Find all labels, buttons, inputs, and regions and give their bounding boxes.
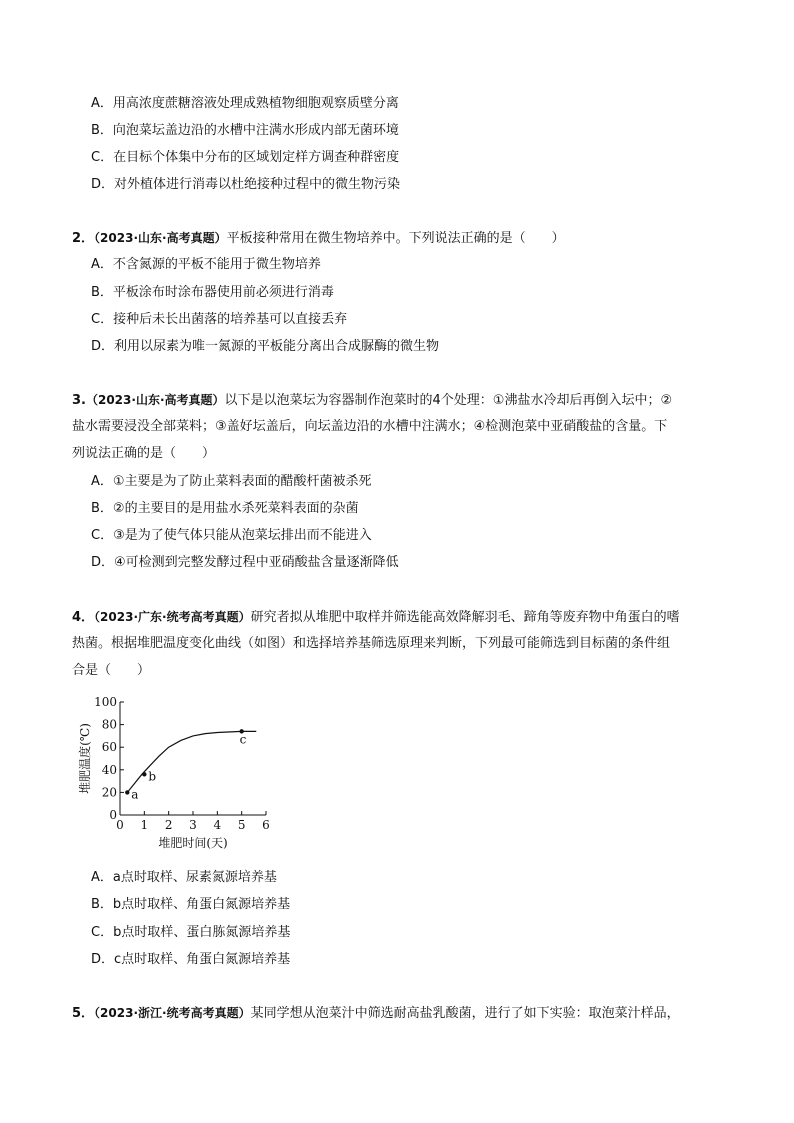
q2-option-c: C．接种后未长出菌落的培养基可以直接丢弃 (91, 312, 348, 327)
y-tick-label: 40 (101, 762, 117, 777)
y-tick-label: 60 (101, 740, 117, 755)
q1-option-d: D．对外植体进行消毒以杜绝接种过程中的微生物污染 (91, 177, 401, 192)
x-tick-label: 3 (189, 818, 197, 832)
q4-stem-line-2: 热菌。根据堆肥温度变化曲线（如图）和选择培养基筛选原理来判断，下列最可能筛选到目标菌的条件组 (72, 636, 671, 651)
y-tick-label: 100 (94, 695, 117, 709)
q4-option-d: D．c点时取样、角蛋白氮源培养基 (91, 952, 291, 967)
q1-option-a: A．用高浓度蔗糖溶液处理成熟植物细胞观察质壁分离 (91, 96, 399, 111)
x-tick-label: 2 (164, 818, 173, 832)
q5-stem-text-1: 某同学想从泡菜汁中筛选耐高盐乳酸菌，进行了如下实验：取泡菜汁样品， (250, 1006, 680, 1021)
q1-option-c: C．在目标个体集中分布的区域划定样方调查种群密度 (91, 150, 400, 165)
q3-stem-text-1: 以下是以泡菜坛为容器制作泡菜时的4个处理：①沸盐水冷却后再倒入坛中；② (224, 393, 673, 408)
q3-option-d: D．④可检测到完整发酵过程中亚硝酸盐含量逐渐降低 (91, 555, 399, 570)
point-label-b: b (148, 769, 157, 784)
q4-source: （2023·广东·统考高考真题） (94, 610, 251, 624)
q3-option-c: C．③是为了使气体只能从泡菜坛排出而不能进入 (91, 528, 372, 543)
q3-stem (72, 389, 672, 412)
q2-number: 2． (72, 231, 95, 246)
q2-source: （2023·山东·高考真题） (94, 231, 227, 245)
y-tick-label: 20 (101, 785, 117, 800)
q5-stem (72, 1002, 680, 1025)
point-label-c: c (239, 732, 247, 747)
point-a (125, 790, 129, 794)
q3-stem-line-3: 列说法正确的是（ ） (72, 446, 216, 461)
q4-stem-line-3: 合是（ ） (72, 663, 151, 678)
q2-stem (72, 227, 565, 250)
x-axis-label: 堆肥时间(天) (158, 836, 228, 850)
x-tick-label: 1 (140, 818, 149, 832)
compost-temperature-chart (76, 694, 286, 858)
q3-option-a: A．①主要是为了防止菜料表面的醋酸杆菌被杀死 (91, 474, 372, 489)
q3-stem-line-2: 盐水需要浸没全部菜料；③盖好坛盖后，向坛盖边沿的水槽中注满水；④检测泡菜中亚硝酸盐的含量。下 (72, 419, 668, 434)
q4-stem (72, 606, 680, 629)
q2-option-a: A．不含氮源的平板不能用于微生物培养 (91, 257, 321, 272)
q5-number: 5． (72, 1006, 95, 1021)
point-label-a: a (131, 787, 139, 802)
q4-option-c: C．b点时取样、蛋白胨氮源培养基 (91, 925, 291, 940)
q4-option-a: A．a点时取样、尿素氮源培养基 (91, 870, 277, 885)
q2-option-b: B．平板涂布时涂布器使用前必须进行消毒 (91, 285, 334, 300)
x-tick-label: 0 (116, 818, 124, 832)
point-b (142, 772, 146, 776)
q5-source: （2023·浙江·统考高考真题） (94, 1006, 251, 1020)
q2-option-d: D．利用以尿素为唯一氮源的平板能分离出合成脲酶的微生物 (91, 339, 440, 354)
x-tick-label: 5 (237, 818, 246, 832)
q4-option-b: B．b点时取样、角蛋白氮源培养基 (91, 897, 291, 912)
chart-svg (76, 694, 286, 854)
q3-number: 3. (72, 393, 86, 408)
q3-source: （2023·山东·高考真题） (85, 393, 225, 407)
q4-number: 4． (72, 610, 95, 625)
x-tick-label: 6 (262, 818, 270, 832)
temperature-curve (127, 731, 256, 792)
q4-stem-text-1: 研究者拟从堆肥中取样并筛选能高效降解羽毛、蹄角等废弃物中角蛋白的嗜 (250, 610, 680, 625)
y-tick-label: 0 (109, 808, 117, 822)
y-axis-label: 堆肥温度(℃) (78, 723, 92, 794)
q2-stem-text: 平板接种常用在微生物培养中。下列说法正确的是（ ） (226, 231, 565, 246)
q3-option-b: B．②的主要目的是用盐水杀死菜料表面的杂菌 (91, 501, 359, 516)
x-tick-label: 4 (213, 818, 222, 832)
q1-option-b: B．向泡菜坛盖边沿的水槽中注满水形成内部无菌环境 (91, 123, 399, 138)
y-tick-label: 80 (101, 717, 117, 732)
